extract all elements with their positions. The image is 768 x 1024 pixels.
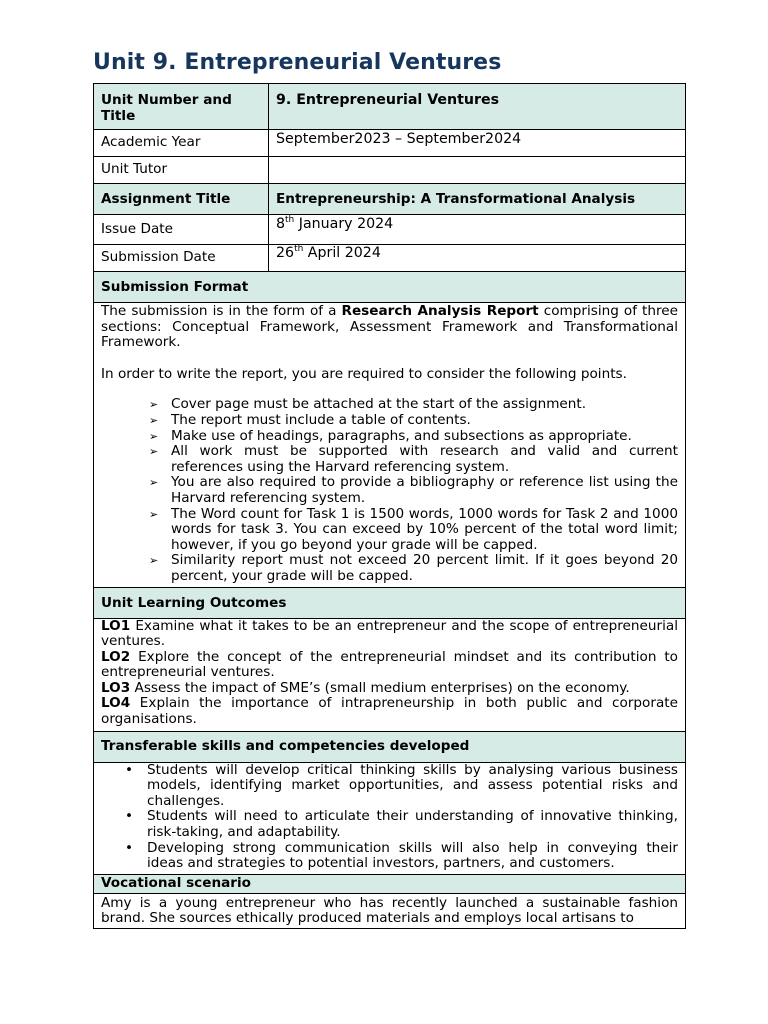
skills-body-row (94, 762, 686, 874)
arrow-bullet-icon: ➢ (149, 507, 159, 521)
unit-label: Unit Number and Title (94, 84, 269, 130)
submission-format-heading: Submission Format (94, 272, 686, 303)
list-item: ➢ All work must be supported with research and valid and current references using the Harvard referencing system. (149, 443, 678, 475)
arrow-bullet-icon: ➢ (149, 476, 159, 490)
assignment-title-value: Entrepreneurship: A Transformational Analysis (269, 184, 686, 215)
academic-year-value: September2023 – September2024 (269, 130, 686, 157)
learning-outcomes-body-row (94, 618, 686, 731)
scenario-body-row (94, 893, 686, 928)
unit-info-table (93, 83, 686, 929)
bullet-icon: • (125, 761, 134, 778)
unit-tutor-row (94, 157, 686, 184)
submission-date-value: 26th April 2024 (269, 245, 686, 272)
learning-outcomes-heading-row (94, 587, 686, 618)
list-item: ➢ Cover page must be attached at the start of the assignment. (149, 396, 587, 413)
arrow-bullet-icon: ➢ (149, 445, 159, 459)
unit-tutor-value (269, 157, 686, 184)
skills-heading-row (94, 731, 686, 762)
points-intro: In order to write the report, you are required to consider the following points. (101, 365, 627, 382)
requirements-list (101, 397, 678, 584)
page-title: Unit 9. Entrepreneurial Ventures (93, 50, 502, 75)
unit-value: 9. Entrepreneurial Ventures (269, 84, 686, 130)
arrow-bullet-icon: ➢ (149, 554, 159, 568)
scenario-heading: Vocational scenario (94, 874, 686, 893)
list-item: • Students will need to articulate their understanding of innovative thinking, risk-taking, and adaptability. (125, 808, 678, 841)
learning-outcomes-heading: Unit Learning Outcomes (94, 587, 686, 618)
learning-outcomes-body (94, 618, 686, 731)
assignment-row (94, 184, 686, 215)
academic-year-row (94, 130, 686, 157)
list-item: ➢ The report must include a table of contents. (149, 411, 471, 428)
skills-body (94, 762, 686, 874)
arrow-bullet-icon: ➢ (149, 398, 159, 412)
list-item: • Developing strong communication skills will also help in conveying their ideas and strategies to potential investors, partners, and customers. (125, 839, 678, 872)
list-item: ➢ Similarity report must not exceed 20 percent limit. If it goes beyond 20 percent, your grade will be capped. (149, 552, 678, 584)
list-item: • Students will develop critical thinking skills by analysing various business models, identifying market opportunities, and assess potential risks and challenges. (125, 761, 678, 809)
learning-outcome: LO2 Explore the concept of the entrepreneurial mindset and its contribution to entrepreneurial ventures. (101, 648, 678, 681)
bullet-icon: • (125, 808, 134, 825)
issue-date-row (94, 215, 686, 245)
scenario-heading-row (94, 874, 686, 893)
arrow-bullet-icon: ➢ (149, 429, 159, 443)
list-item: ➢ Make use of headings, paragraphs, and subsections as appropriate. (149, 427, 632, 444)
unit-row (94, 84, 686, 130)
submission-date-label: Submission Date (94, 245, 269, 272)
list-item: ➢ The Word count for Task 1 is 1500 words, 1000 words for Task 2 and 1000 words for task 3. You can exceed by 10% percent of the total word limit; however, if you go beyond your grade will be capped. (149, 505, 678, 553)
learning-outcome: LO3 Assess the impact of SME’s (small medium enterprises) on the economy. (101, 679, 630, 696)
issue-date-value: 8th January 2024 (269, 215, 686, 245)
learning-outcome: LO4 Explain the importance of intrapreneurship in both public and corporate organisations. (101, 695, 678, 728)
submission-format-body-row (94, 303, 686, 588)
bullet-icon: • (125, 839, 134, 856)
submission-format-body (94, 303, 686, 588)
unit-tutor-label: Unit Tutor (94, 157, 269, 184)
assignment-title-label: Assignment Title (94, 184, 269, 215)
arrow-bullet-icon: ➢ (149, 413, 159, 427)
submission-format-intro: The submission is in the form of a Research Analysis Report comprising of three sections: Conceptual Framework, Assessment Framework and Transformational Framework. (101, 303, 678, 351)
submission-date-row (94, 245, 686, 272)
learning-outcome: LO1 Examine what it takes to be an entrepreneur and the scope of entrepreneurial ventures. (101, 617, 678, 650)
scenario-body: Amy is a young entrepreneur who has recently launched a sustainable fashion brand. She sources ethically produced materials and employs local artisans to (94, 893, 686, 928)
submission-format-heading-row (94, 272, 686, 303)
list-item: ➢ You are also required to provide a bibliography or reference list using the Harvard referencing system. (149, 474, 678, 506)
issue-date-label: Issue Date (94, 215, 269, 245)
skills-heading: Transferable skills and competencies developed (94, 731, 686, 762)
academic-year-label: Academic Year (94, 130, 269, 157)
skills-list (101, 763, 678, 872)
